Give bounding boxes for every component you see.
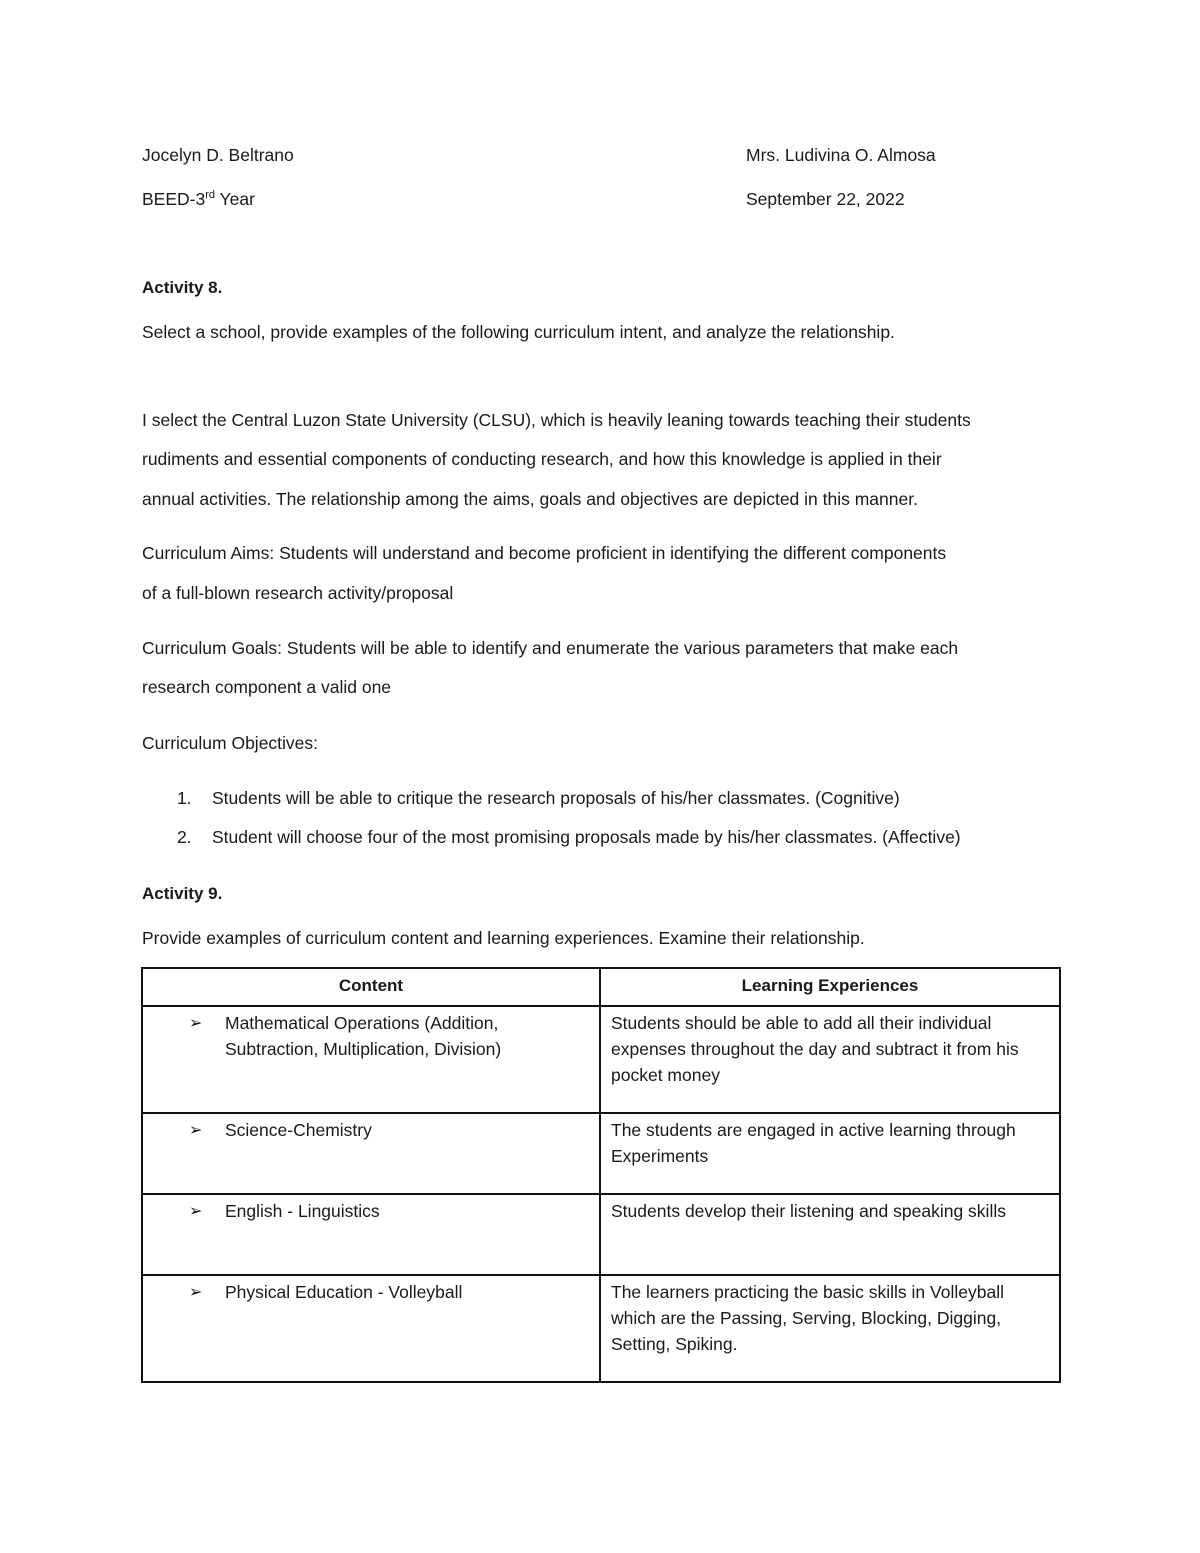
course-suffix: Year [215, 189, 255, 209]
arrow-bullet-icon: ➢ [189, 1203, 203, 1220]
experience-cell: The learners practicing the basic skills in Volleyball which are the Passing, Serving, Blocking, Digging, Setting, Spiking. [600, 1275, 1060, 1382]
submission-date: September 22, 2022 [746, 189, 905, 209]
objective-text: Students will be able to critique the research proposals of his/her classmates. (Cognitive) [212, 788, 900, 808]
objective-text: Student will choose four of the most promising proposals made by his/her classmates. (Affective) [212, 827, 961, 847]
content-cell [142, 1194, 600, 1275]
experience-cell: Students develop their listening and speaking skills [600, 1194, 1060, 1275]
instructor-name: Mrs. Ludivina O. Almosa [746, 145, 936, 165]
intro-line: annual activities. The relationship among the aims, goals and objectives are depicted in this manner. [142, 489, 918, 509]
arrow-bullet-icon: ➢ [189, 1122, 203, 1139]
column-header-content: Content [142, 968, 600, 1006]
experience-cell: Students should be able to add all their individual expenses throughout the day and subtract it from his pocket money [600, 1006, 1060, 1113]
course-year [142, 189, 255, 210]
activity8-title: Activity 8. [142, 278, 223, 297]
activity9-prompt: Provide examples of curriculum content and learning experiences. Examine their relationship. [142, 928, 865, 948]
content-experiences-table [141, 967, 1061, 1383]
table-row [142, 1006, 1060, 1113]
course-superscript: rd [205, 189, 215, 201]
curriculum-aims-line: Curriculum Aims: Students will understand and become proficient in identifying the different components [142, 543, 947, 563]
curriculum-aims-line: of a full-blown research activity/proposal [142, 583, 454, 603]
experience-cell: The students are engaged in active learning through Experiments [600, 1113, 1060, 1194]
arrow-bullet-icon: ➢ [189, 1015, 203, 1032]
content-text: English - Linguistics [225, 1201, 380, 1221]
table-row [142, 1194, 1060, 1275]
objective-number: 1. [177, 788, 192, 808]
content-cell [142, 1006, 600, 1113]
activity8-prompt: Select a school, provide examples of the following curriculum intent, and analyze the relationship. [142, 322, 895, 342]
table-row [142, 1113, 1060, 1194]
table-row [142, 1275, 1060, 1382]
content-text: Science-Chemistry [225, 1120, 372, 1140]
column-header-learning-experiences: Learning Experiences [600, 968, 1060, 1006]
course-prefix: BEED-3 [142, 189, 206, 209]
objectives-label: Curriculum Objectives: [142, 733, 319, 753]
student-name: Jocelyn D. Beltrano [142, 145, 294, 165]
content-cell [142, 1275, 600, 1382]
activity9-title: Activity 9. [142, 884, 223, 903]
curriculum-goals-line: Curriculum Goals: Students will be able to identify and enumerate the various parameters that make each [142, 638, 959, 658]
intro-line: rudiments and essential components of conducting research, and how this knowledge is applied in their [142, 449, 942, 469]
content-cell [142, 1113, 600, 1194]
content-text: Physical Education - Volleyball [225, 1282, 463, 1302]
arrow-bullet-icon: ➢ [189, 1284, 203, 1301]
table-header-row [142, 968, 1060, 1006]
content-text: Mathematical Operations (Addition, Subtraction, Multiplication, Division) [225, 1013, 502, 1059]
curriculum-goals-line: research component a valid one [142, 677, 392, 697]
objective-number: 2. [177, 827, 192, 847]
intro-line: I select the Central Luzon State University (CLSU), which is heavily leaning towards teaching their students [142, 410, 971, 430]
